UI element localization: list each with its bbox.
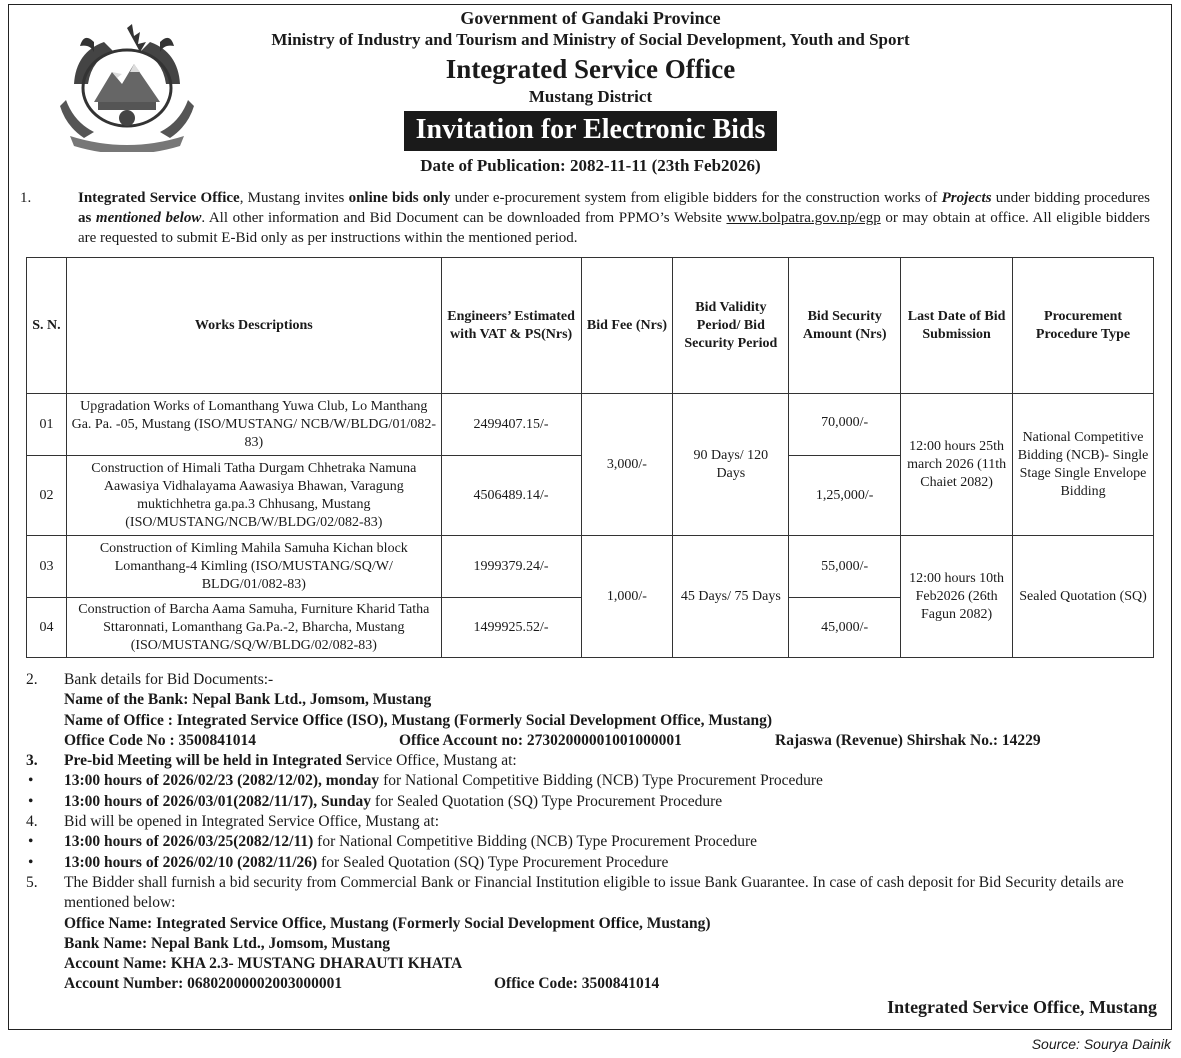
cell-security: 70,000/-: [789, 394, 901, 456]
cell-estimate: 4506489.14/-: [441, 456, 581, 536]
office-name: Integrated Service Office: [445, 54, 736, 84]
prebid-text: for Sealed Quotation (SQ) Type Procurement Procedure: [371, 792, 723, 810]
opening-text: for Sealed Quotation (SQ) Type Procurement Procedure: [317, 853, 669, 871]
notice-header: [0, 7, 1181, 177]
intro-online-only: online bids only: [348, 190, 451, 206]
section-number: 5.: [26, 873, 38, 891]
header-sn: S. N.: [27, 258, 67, 394]
cell-security: 1,25,000/-: [789, 456, 901, 536]
cell-sn: 02: [27, 456, 67, 536]
table-row: [27, 536, 1154, 598]
prebid-text: for National Competitive Bidding (NCB) Type Procurement Procedure: [379, 772, 823, 790]
intro-text: under bidding procedures: [991, 190, 1150, 206]
header-procedure: Procurement Procedure Type: [1013, 258, 1154, 394]
cell-last-date: 12:00 hours 10th Feb2026 (26th Fagun 2082): [901, 536, 1013, 658]
opening-title: [20, 812, 1160, 832]
signature: Integrated Service Office, Mustang: [887, 997, 1157, 1017]
cell-estimate: 1999379.24/-: [441, 536, 581, 598]
cell-validity: 90 Days/ 120 Days: [673, 394, 789, 536]
cell-fee: 3,000/-: [581, 394, 673, 536]
cell-sn: 04: [27, 598, 67, 658]
district-name: Mustang District: [528, 87, 653, 106]
section-number: 2.: [26, 671, 38, 688]
security-office-name: Office Name: Integrated Service Office, Mustang (Formerly Social Development Office, Mustang): [64, 914, 711, 932]
cell-sn: 01: [27, 394, 67, 456]
list-item: [20, 832, 1160, 852]
opening-text: for National Competitive Bidding (NCB) Type Procurement Procedure: [313, 833, 758, 851]
list-item: [20, 771, 1160, 791]
list-item: [20, 792, 1160, 812]
intro-projects: Projects: [941, 190, 992, 206]
header-security: Bid Security Amount (Nrs): [789, 258, 901, 394]
cell-estimate: 1499925.52/-: [441, 598, 581, 658]
security-office-code: Office Code: 3500841014: [494, 975, 660, 993]
cell-security: 45,000/-: [789, 598, 901, 658]
security-account-line: [20, 974, 1160, 994]
prebid-time: 13:00 hours of 2026/02/23 (2082/12/02), monday: [64, 772, 380, 790]
security-account-number: Account Number: 06802000002003000001: [64, 975, 343, 993]
notice-details: [20, 670, 1160, 995]
office-codes-line: [20, 731, 1160, 751]
publication-date: Date of Publication: 2082-11-11 (23th Feb2026): [420, 156, 761, 175]
government-name: Government of Gandaki Province: [460, 8, 721, 28]
intro-office: Integrated Service Office: [78, 190, 240, 206]
security-text: The Bidder shall furnish a bid security from Commercial Bank or Financial Institution eligible to issue Bank Guarantee. In case of cash deposit for Bid Security details are mentioned below:: [64, 873, 1124, 912]
bank-title: Bank details for Bid Documents:-: [64, 671, 274, 688]
list-item: [20, 853, 1160, 873]
cell-works: Upgradation Works of Lomanthang Yuwa Club, Lo Manthang Ga. Pa. -05, Mustang (ISO/MUSTANG/ NCB/W/BLDG/01/082-83): [66, 394, 441, 456]
bids-table: [26, 257, 1154, 658]
header-fee: Bid Fee (Nrs): [581, 258, 673, 394]
office-code: Office Code No : 3500841014: [64, 731, 256, 749]
bullet-icon: •: [28, 772, 34, 790]
security-bank-name: Bank Name: Nepal Bank Ltd., Jomsom, Mustang: [64, 934, 390, 952]
cell-procedure: Sealed Quotation (SQ): [1013, 536, 1154, 658]
cell-works: Construction of Himali Tatha Durgam Chhetraka Namuna Aawasiya Vidhalayama Aawasiya Bhawan, Varagung muktichhetra ga.pa.3 Chhusang, Mustang (ISO/MUSTANG/NCB/W/BLDG/02/082-83): [66, 456, 441, 536]
intro-text: or may obtain at office. All eligible bidders are requested to submit E-Bid only as per instructions within the mentioned period.: [78, 210, 1150, 246]
rajaswa-shirshak: Rajaswa (Revenue) Shirshak No.: 14229: [775, 731, 1041, 749]
cell-procedure: National Competitive Bidding (NCB)- Single Stage Single Envelope Bidding: [1013, 394, 1154, 536]
intro-number: 1.: [20, 190, 32, 206]
table-row: [27, 394, 1154, 456]
intro-text: under e-procurement system from eligible bidders for the construction works of: [450, 190, 942, 206]
bank-name: Name of the Bank: Nepal Bank Ltd., Jomsom, Mustang: [64, 691, 432, 709]
source-credit: Source: Sourya Dainik: [1031, 1036, 1171, 1052]
intro-text: . All other information and Bid Document can be downloaded from PPMO’s Website: [201, 210, 727, 226]
notice-title: Invitation for Electronic Bids: [404, 111, 778, 151]
prebid-title-rest: rvice Office, Mustang at:: [361, 752, 517, 770]
intro-text: , Mustang invites: [239, 190, 349, 206]
header-last-date: Last Date of Bid Submission: [901, 258, 1013, 394]
section-number: 3.: [26, 752, 38, 770]
cell-last-date: 12:00 hours 25th march 2026 (11th Chaiet 2082): [901, 394, 1013, 536]
header-works: Works Descriptions: [66, 258, 441, 394]
bullet-icon: •: [28, 853, 34, 871]
intro-as: as: [78, 210, 96, 226]
cell-estimate: 2499407.15/-: [441, 394, 581, 456]
office-name-line: Name of Office : Integrated Service Office (ISO), Mustang (Formerly Social Development Office, Mustang): [64, 711, 773, 729]
office-account: Office Account no: 27302000001001000001: [399, 731, 682, 749]
intro-mentioned-below: mentioned below: [95, 210, 202, 226]
header-validity: Bid Validity Period/ Bid Security Period: [673, 258, 789, 394]
bullet-icon: •: [28, 792, 34, 810]
cell-works: Construction of Barcha Aama Samuha, Furniture Kharid Tatha Sttaronnati, Lomanthang Ga.Pa.-2, Bharcha, Mustang (ISO/MUSTANG/SQ/W/BLDG/02/082-83): [66, 598, 441, 658]
table-header-row: [27, 258, 1154, 394]
section-number: 4.: [26, 813, 38, 831]
prebid-title: [20, 751, 1160, 771]
ppmo-website-link[interactable]: www.bolpatra.gov.np/egp: [726, 210, 881, 226]
ministry-name: Ministry of Industry and Tourism and Ministry of Social Development, Youth and Sport: [271, 30, 910, 49]
cell-validity: 45 Days/ 75 Days: [673, 536, 789, 658]
opening-title-text: Bid will be opened in Integrated Service Office, Mustang at:: [64, 813, 440, 831]
security-account-name: Account Name: KHA 2.3- MUSTANG DHARAUTI KHATA: [64, 955, 463, 973]
opening-time: 13:00 hours of 2026/03/25(2082/12/11): [64, 833, 314, 851]
cell-security: 55,000/-: [789, 536, 901, 598]
prebid-time: 13:00 hours of 2026/03/01(2082/11/17), Sunday: [64, 792, 372, 810]
bank-section-title: [20, 670, 1160, 690]
cell-works: Construction of Kimling Mahila Samuha Kichan block Lomanthang-4 Kimling (ISO/MUSTANG/SQ/W/ BLDG/01/082-83): [66, 536, 441, 598]
opening-time: 13:00 hours of 2026/02/10 (2082/11/26): [64, 853, 318, 871]
cell-sn: 03: [27, 536, 67, 598]
prebid-title-bold: Pre-bid Meeting will be held in Integrated Se: [64, 752, 362, 770]
cell-fee: 1,000/-: [581, 536, 673, 658]
bullet-icon: •: [28, 833, 34, 851]
intro-paragraph: [20, 188, 1150, 248]
security-paragraph: [20, 873, 1160, 914]
header-estimate: Engineers’ Estimated with VAT & PS(Nrs): [441, 258, 581, 394]
